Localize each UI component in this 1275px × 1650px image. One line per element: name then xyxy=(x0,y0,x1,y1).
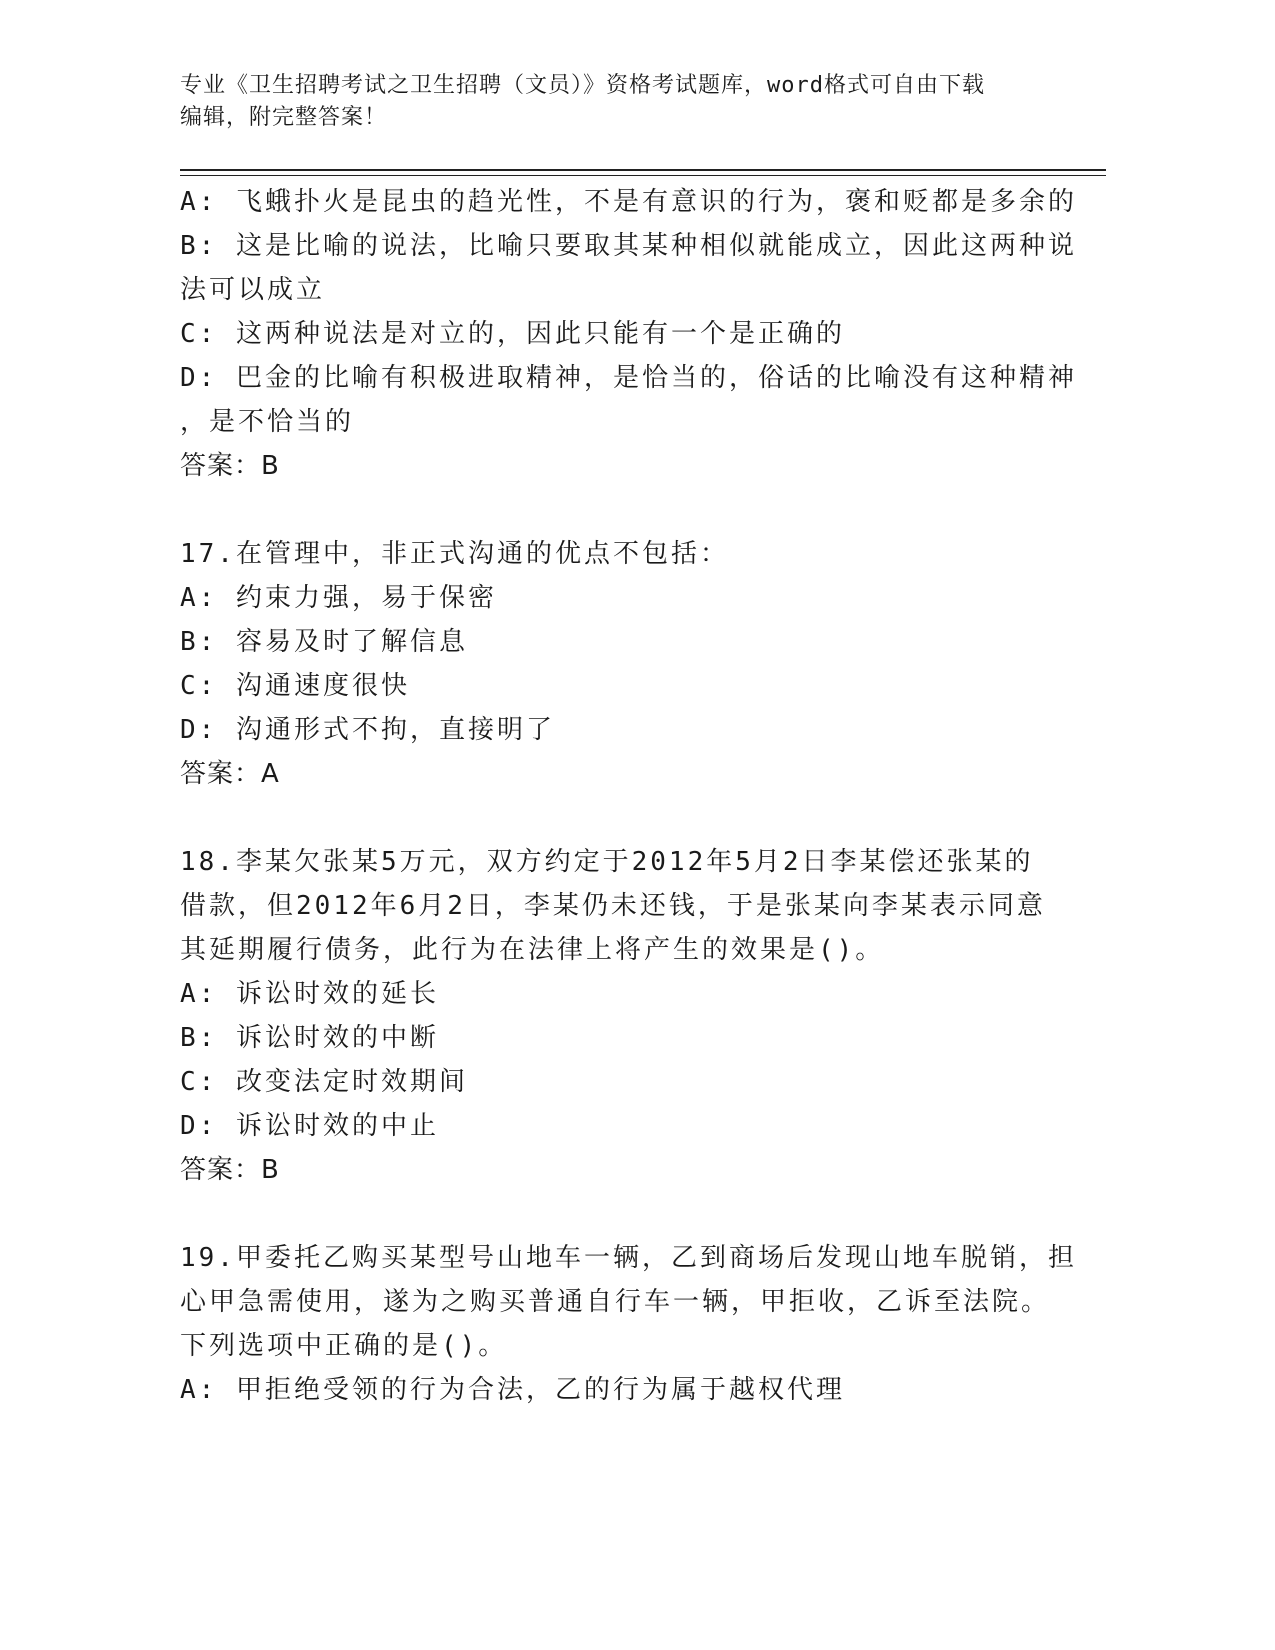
header-line-2: 编辑，附完整答案！ xyxy=(180,105,388,130)
option-a: A: 飞蛾扑火是昆虫的趋光性，不是有意识的行为，褒和贬都是多余的 xyxy=(180,187,1077,217)
question-stem-continued: 其延期履行债务，此行为在法律上将产生的效果是()。 xyxy=(180,935,885,965)
question-list xyxy=(180,180,1077,1412)
option-c: C: 沟通速度很快 xyxy=(180,671,410,701)
option-c: C: 这两种说法是对立的，因此只能有一个是正确的 xyxy=(180,319,845,349)
option-d: D: 巴金的比喻有积极进取精神，是恰当的，俗话的比喻没有这种精神 xyxy=(180,363,1077,393)
spacer xyxy=(180,1192,1040,1236)
option-a: A: 约束力强，易于保密 xyxy=(180,583,497,613)
option-b-continued: 法可以成立 xyxy=(180,275,326,305)
answer: 答案：B xyxy=(180,1155,280,1185)
question-stem: 17.在管理中，非正式沟通的优点不包括： xyxy=(180,539,729,569)
spacer xyxy=(180,488,1040,532)
option-d: D: 沟通形式不拘，直接明了 xyxy=(180,715,555,745)
header-line-1: 专业《卫生招聘考试之卫生招聘（文员）》资格考试题库，word格式可自由下载 xyxy=(180,73,985,98)
answer: 答案：A xyxy=(180,759,280,789)
question-stem-continued: 借款，但2012年6月2日，李某仍未还钱，于是张某向李某表示同意 xyxy=(180,891,1046,921)
question-stem: 18.李某欠张某5万元，双方约定于2012年5月2日李某偿还张某的 xyxy=(180,847,1034,877)
document-header xyxy=(180,70,1040,134)
option-b: B: 容易及时了解信息 xyxy=(180,627,468,657)
question-stem-continued: 下列选项中正确的是()。 xyxy=(180,1331,508,1361)
question-19 xyxy=(180,1236,1077,1412)
question-stem: 19.甲委托乙购买某型号山地车一辆，乙到商场后发现山地车脱销，担 xyxy=(180,1243,1077,1273)
header-rule-thick xyxy=(180,169,1106,171)
question-16 xyxy=(180,180,1077,488)
option-d: D: 诉讼时效的中止 xyxy=(180,1111,439,1141)
option-a: A: 诉讼时效的延长 xyxy=(180,979,439,1009)
option-b: B: 这是比喻的说法，比喻只要取其某种相似就能成立，因此这两种说 xyxy=(180,231,1077,261)
option-b: B: 诉讼时效的中断 xyxy=(180,1023,439,1053)
option-d-continued: ，是不恰当的 xyxy=(180,407,355,437)
question-stem-continued: 心甲急需使用，遂为之购买普通自行车一辆，甲拒收，乙诉至法院。 xyxy=(180,1287,1051,1317)
header-rule-thin xyxy=(180,175,1106,176)
spacer xyxy=(180,796,1040,840)
option-c: C: 改变法定时效期间 xyxy=(180,1067,468,1097)
question-17 xyxy=(180,532,1040,796)
option-a: A: 甲拒绝受领的行为合法，乙的行为属于越权代理 xyxy=(180,1375,845,1405)
answer: 答案：B xyxy=(180,451,280,481)
question-18 xyxy=(180,840,1046,1192)
